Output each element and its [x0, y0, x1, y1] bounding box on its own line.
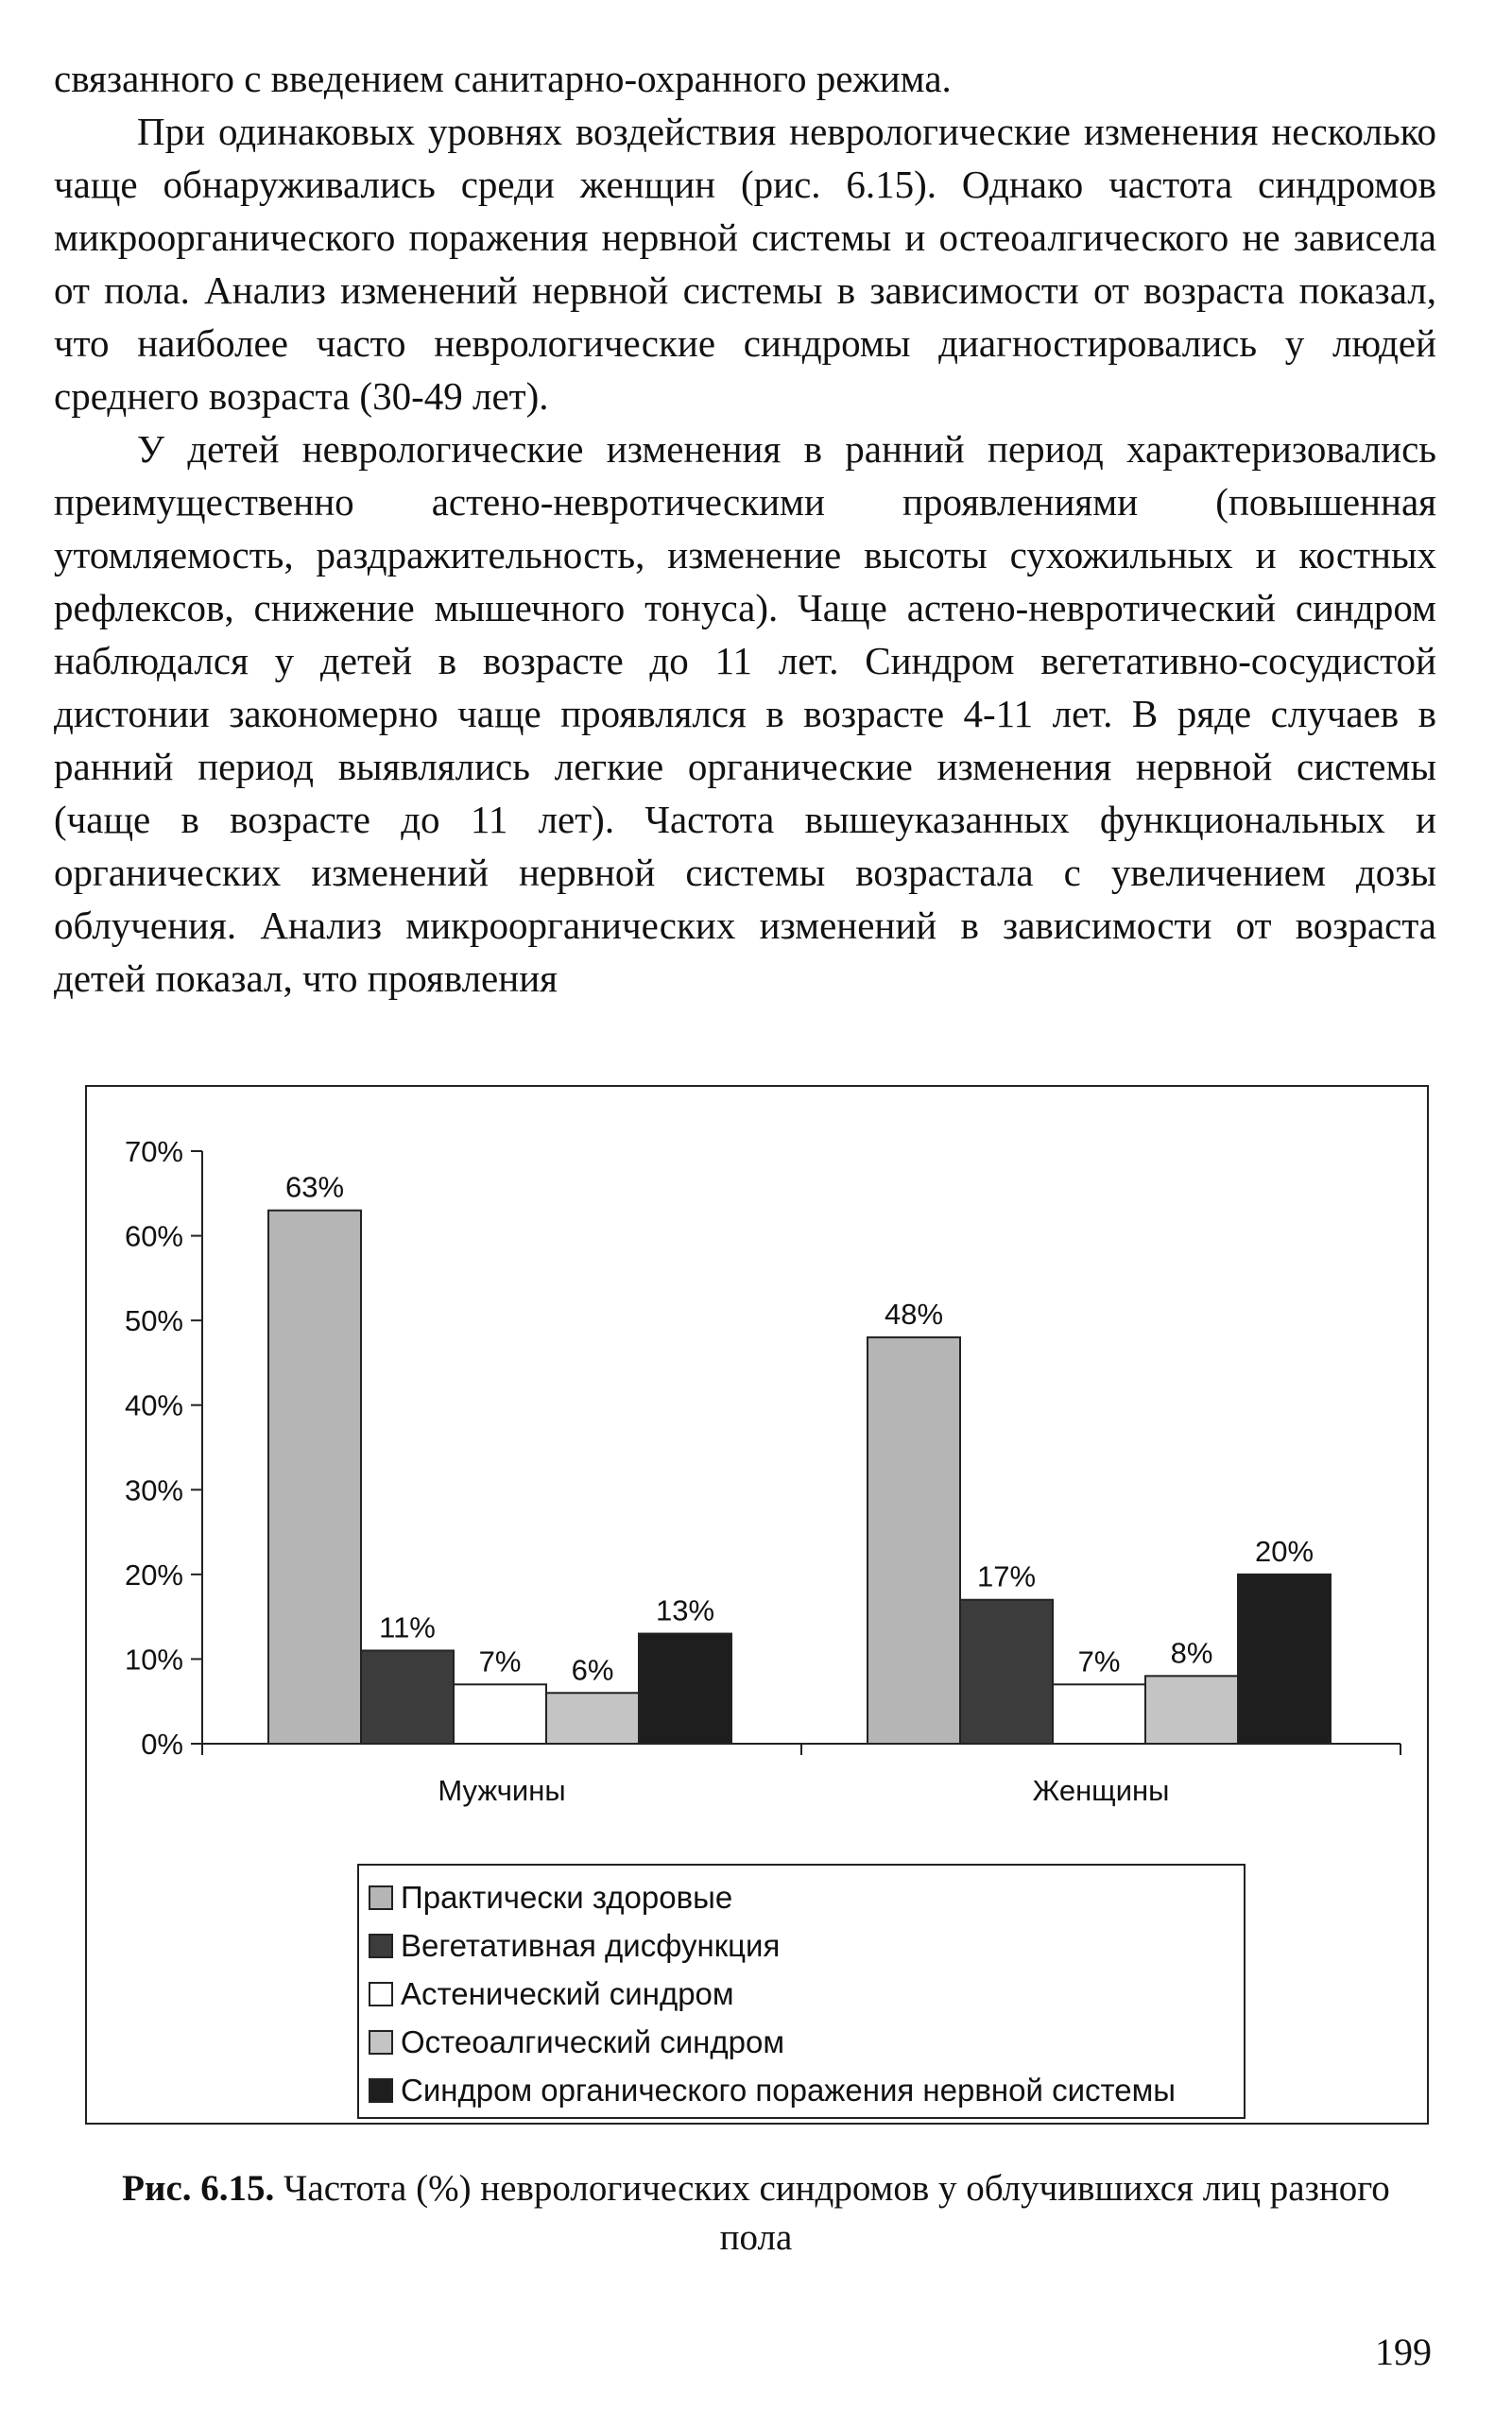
- page-number: 199: [1375, 2331, 1432, 2373]
- bar: [1145, 1676, 1238, 1744]
- y-tick-label: 50%: [124, 1304, 183, 1338]
- legend-label: Вегетативная дисфункция: [401, 1927, 781, 1963]
- data-label: 6%: [571, 1653, 614, 1687]
- legend-swatch: [369, 2030, 393, 2055]
- x-category-label: Мужчины: [438, 1774, 566, 1807]
- bar: [361, 1650, 454, 1744]
- data-label: 11%: [379, 1610, 436, 1644]
- legend-label: Астенический синдром: [401, 1975, 734, 2011]
- bar: [1053, 1684, 1145, 1744]
- legend-item: [369, 2066, 1234, 2114]
- bar: [868, 1337, 960, 1744]
- bar: [546, 1693, 639, 1744]
- data-label: 13%: [655, 1593, 715, 1627]
- y-tick-label: 70%: [124, 1135, 183, 1168]
- legend-item: [369, 1921, 1234, 1970]
- figure-caption: [94, 2164, 1418, 2263]
- bar: [639, 1634, 731, 1744]
- y-tick-label: 60%: [124, 1219, 183, 1253]
- legend-label: Остеоалгический синдром: [401, 2023, 785, 2059]
- data-label: 7%: [1077, 1644, 1121, 1678]
- data-label: 7%: [478, 1644, 522, 1678]
- body-text: [54, 52, 1436, 1005]
- bar: [268, 1211, 361, 1744]
- paragraph: связанного с введением санитарно-охранного режима.: [54, 57, 952, 100]
- y-tick-label: 30%: [124, 1473, 183, 1507]
- legend-label: Синдром органического поражения нервной системы: [401, 2072, 1177, 2108]
- legend-swatch: [369, 1885, 393, 1910]
- data-label: 48%: [884, 1298, 944, 1332]
- legend-swatch: [369, 2078, 393, 2103]
- y-tick-label: 40%: [124, 1388, 183, 1422]
- data-label: 8%: [1170, 1636, 1213, 1670]
- paragraph: У детей неврологические изменения в ранний период характеризовались преимущественно астено-невротическими проявлениями (повышенная утомляемость, раздражительность, изменение высоты сухожильных и костных рефлексов, снижение мышечного тонуса). Чаще астено-невротический синдром наблюдался у детей в возрасте до 11 лет. Синдром вегетативно-сосудистой дистонии закономерно чаще проявлялся в возрасте 4-11 лет. В ряде случаев в ранний период выявлялись легкие органические изменения нервной системы (чаще в возрасте до 11 лет). Частота вышеуказанных функциональных и органических изменений нервной системы возрастала с увеличением дозы облучения. Анализ микроорганических изменений в зависимости от возраста детей показал, что проявления: [54, 427, 1436, 1000]
- data-label: 20%: [1254, 1534, 1314, 1568]
- chart-legend: [357, 1864, 1246, 2119]
- legend-item: [369, 1873, 1234, 1921]
- data-label: 17%: [976, 1559, 1037, 1593]
- x-category-label: Женщины: [1032, 1774, 1170, 1807]
- paragraph: При одинаковых уровнях воздействия неврологические изменения несколько чаще обнаруживались среди женщин (рис. 6.15). Однако частота синдромов микроорганического поражения нервной системы и остеоалгического не зависела от пола. Анализ изменений нервной системы в зависимости от возраста показал, что наиболее часто неврологические синдромы диагностировались у людей среднего возраста (30-49 лет).: [54, 110, 1436, 418]
- figure-chart: [85, 1085, 1429, 2125]
- bar: [960, 1600, 1053, 1744]
- y-tick-label: 20%: [124, 1558, 183, 1592]
- legend-swatch: [369, 1982, 393, 2006]
- legend-label: Практически здоровые: [401, 1879, 733, 1915]
- y-tick-label: 0%: [141, 1728, 183, 1761]
- legend-item: [369, 1970, 1234, 2018]
- legend-item: [369, 2018, 1234, 2066]
- bar: [454, 1684, 546, 1744]
- y-tick-label: 10%: [124, 1643, 183, 1677]
- caption-label: Рис. 6.15.: [122, 2168, 275, 2209]
- legend-swatch: [369, 1934, 393, 1958]
- bar: [1238, 1575, 1331, 1744]
- caption-text: Частота (%) неврологических синдромов у облучившихся лиц разного пола: [284, 2168, 1390, 2258]
- data-label: 63%: [284, 1170, 345, 1204]
